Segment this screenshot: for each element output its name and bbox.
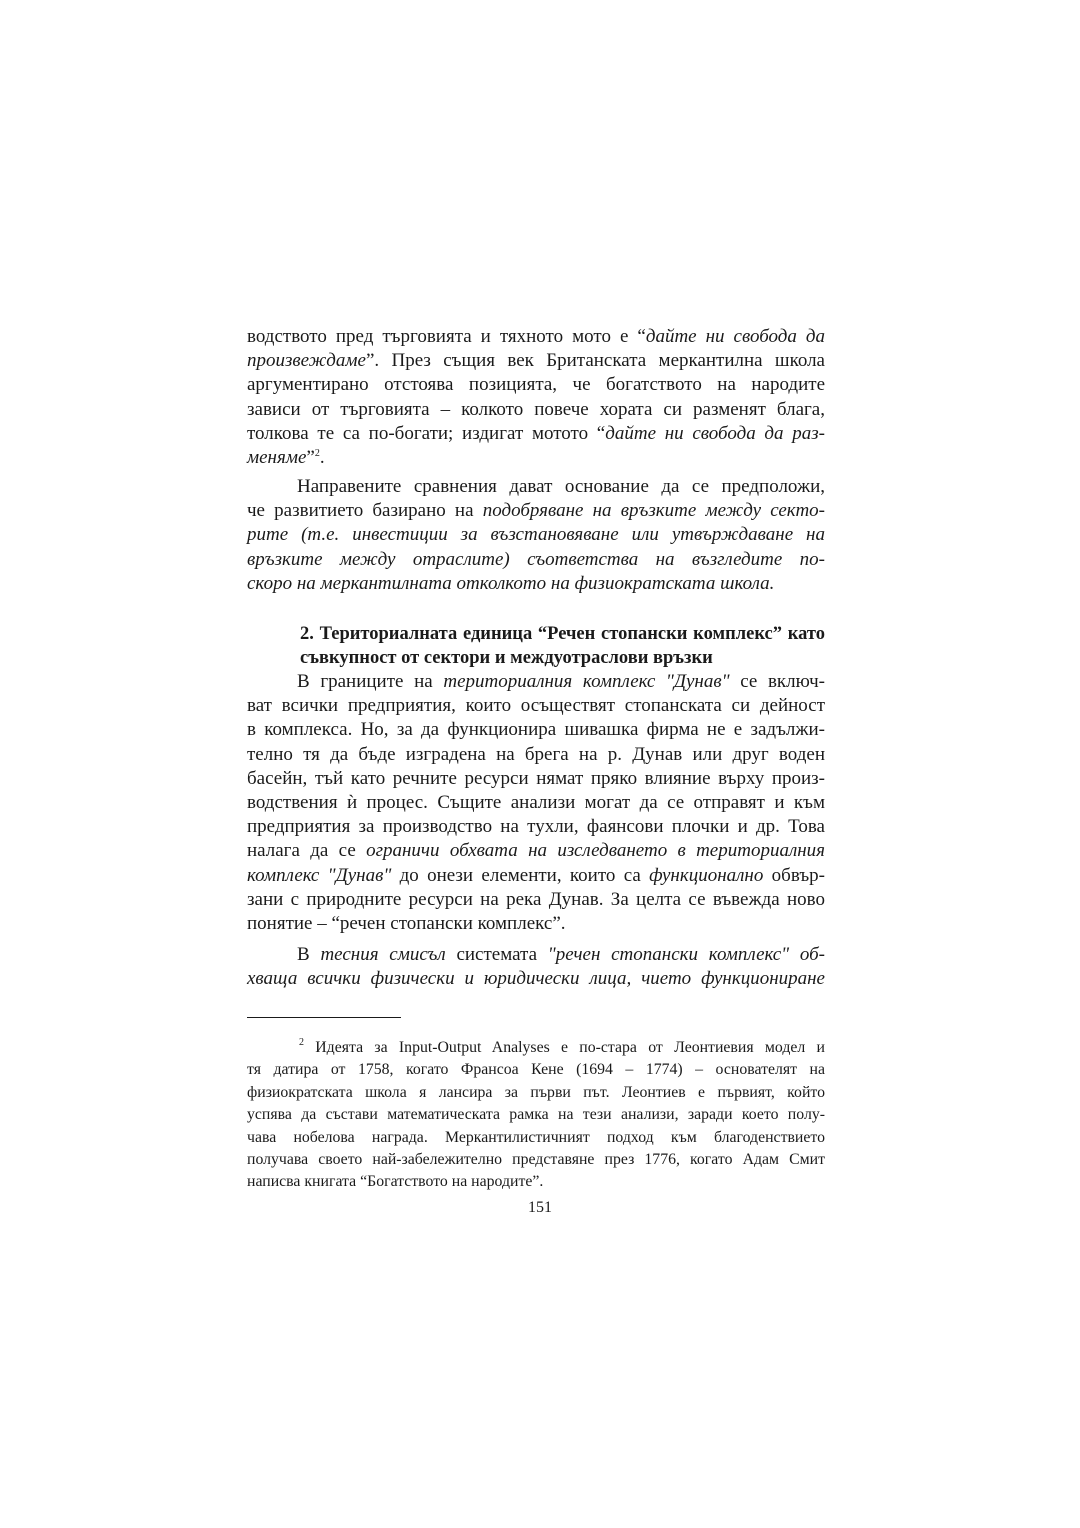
italic-run: подобряване на връзките между секто- xyxy=(482,500,825,522)
text-line xyxy=(247,422,825,446)
paragraph-comparison xyxy=(247,475,825,596)
text-run: чава нобелова награда. Меркантилистичният подход към благоденствието xyxy=(247,1128,825,1146)
text-run: че развитието базирано на xyxy=(247,500,483,522)
text-line xyxy=(247,373,825,397)
footnote-line xyxy=(247,1104,825,1126)
text-run: ват всички предприятия, които осъществят стопанската си дейност xyxy=(247,695,825,717)
italic-run: дайте ни свобода да раз- xyxy=(605,422,826,444)
text-run: толкова те са по-богати; издигат мотото “ xyxy=(247,422,606,444)
text-line xyxy=(247,943,825,967)
italic-run: комплекс "Дунав" xyxy=(247,864,392,886)
text-line xyxy=(247,694,825,718)
text-run: ” xyxy=(306,446,315,468)
text-run: Направените сравнения дават основание да се предположи, xyxy=(297,476,825,497)
footnote-line xyxy=(247,1037,825,1059)
italic-run: рите (т.е. инвестиции за възстановяване или утвърждаване на xyxy=(247,524,825,546)
text-line xyxy=(247,670,825,694)
text-run: . xyxy=(319,446,325,468)
italic-run: тесния смисъл xyxy=(320,944,446,965)
text-run: басейн, тъй като речните ресурси нямат пряко влияние върху произ- xyxy=(247,767,825,789)
text-run: В xyxy=(297,944,321,965)
text-run: физиократската школа я лансира за първи път. Леонтиев е първият, който xyxy=(247,1083,825,1101)
text-line xyxy=(247,967,825,991)
text-run: успява да състави математическата рамка на тези анализи, заради което полу- xyxy=(247,1106,825,1124)
text-run: налага да се xyxy=(247,840,367,862)
text-line xyxy=(247,791,825,815)
footnote-line xyxy=(247,1127,825,1149)
text-run: системата xyxy=(445,944,548,965)
page-number: 151 xyxy=(528,1199,552,1216)
text-run: зани с природните ресурси на река Дунав. За целта се въвежда ново xyxy=(247,888,825,910)
text-run: аргументирано отстоява позицията, че богатството на народите xyxy=(247,374,825,396)
text-run: Идеята за Input-Output Analyses е по-стара от Леонтиевия модел и xyxy=(304,1039,825,1056)
italic-run: дайте ни свобода да xyxy=(645,326,825,347)
italic-run: произвеждаме xyxy=(247,350,366,372)
text-run: написва книгата “Богатството на народите”. xyxy=(247,1173,544,1191)
italic-run: хваща всички физически и юридически лица, чието функциониране xyxy=(247,968,825,990)
footnote-line xyxy=(247,1149,825,1171)
text-run: получава своето най-забележително представяне през 1776, когато Адам Смит xyxy=(247,1150,825,1168)
paragraph-territorial-complex xyxy=(247,670,825,936)
text-run: понятие – “речен стопански комплекс”. xyxy=(247,912,566,934)
text-line xyxy=(247,743,825,767)
text-line xyxy=(247,864,825,888)
text-run: телно тя да бъде изградена на брега на р. Дунав или друг воден xyxy=(247,743,825,765)
footnote-separator xyxy=(247,1017,401,1018)
text-line xyxy=(247,349,825,373)
section-heading xyxy=(247,622,825,670)
footnote-line xyxy=(247,1171,825,1193)
italic-run: връзките между отраслите) съответства на възгледите по- xyxy=(247,548,825,570)
footnote xyxy=(247,1037,825,1194)
italic-run: скоро на меркантилната отколкото на физиократската школа. xyxy=(247,572,775,594)
text-run: се включ- xyxy=(729,671,825,692)
text-line xyxy=(247,888,825,912)
text-run: тя датира от 1758, когато Франсоа Кене (1694 – 1774) – основателят на xyxy=(247,1061,825,1079)
text-run: зависи от търговията – колкото повече хората си разменят блага, xyxy=(247,398,825,420)
text-line xyxy=(247,548,825,572)
text-run: В границите на xyxy=(297,671,444,692)
heading-line: 2. Териториалната единица “Речен стопански комплекс” като xyxy=(300,624,825,644)
paragraph-narrow-sense xyxy=(247,943,825,991)
text-line xyxy=(247,839,825,863)
italic-run: меняме xyxy=(247,446,307,468)
footnote-ref[interactable]: 2 xyxy=(314,447,320,459)
footnote-marker: 2 xyxy=(299,1037,304,1048)
text-line xyxy=(247,912,825,936)
paragraph-mottos xyxy=(247,325,825,470)
text-line xyxy=(247,572,825,596)
text-run: до онези елементи, които са xyxy=(391,864,650,886)
text-run: в комплекса. Но, за да функционира шивашка фирма не е задължи- xyxy=(247,719,825,741)
text-run: обвър- xyxy=(763,864,825,886)
footnote-line xyxy=(247,1082,825,1104)
text-line xyxy=(247,446,825,470)
text-run: водството пред търговията и тяхното мото е “ xyxy=(247,326,646,347)
text-line xyxy=(247,815,825,839)
italic-run: "речен стопански комплекс" об- xyxy=(547,944,826,965)
text-line xyxy=(247,523,825,547)
text-line xyxy=(247,475,825,499)
italic-run: ограничи обхвата на изследването в териториалния xyxy=(366,840,826,862)
text-line xyxy=(247,718,825,742)
heading-line: съвкупност от сектори и междуотраслови връзки xyxy=(300,648,713,669)
text-line xyxy=(247,398,825,422)
italic-run: функционално xyxy=(649,864,764,886)
footnote-line xyxy=(247,1059,825,1081)
text-line xyxy=(247,499,825,523)
italic-run: териториалния комплекс "Дунав" xyxy=(443,671,730,692)
text-run: предприятия за производство на тухли, фаянсови плочки и др. Това xyxy=(247,816,825,838)
text-line xyxy=(247,325,825,349)
text-run: водствения ѝ процес. Същите анализи могат да се отправят и към xyxy=(247,791,825,813)
text-run: ”. През същия век Британската меркантилна школа xyxy=(365,350,825,372)
text-line xyxy=(247,767,825,791)
